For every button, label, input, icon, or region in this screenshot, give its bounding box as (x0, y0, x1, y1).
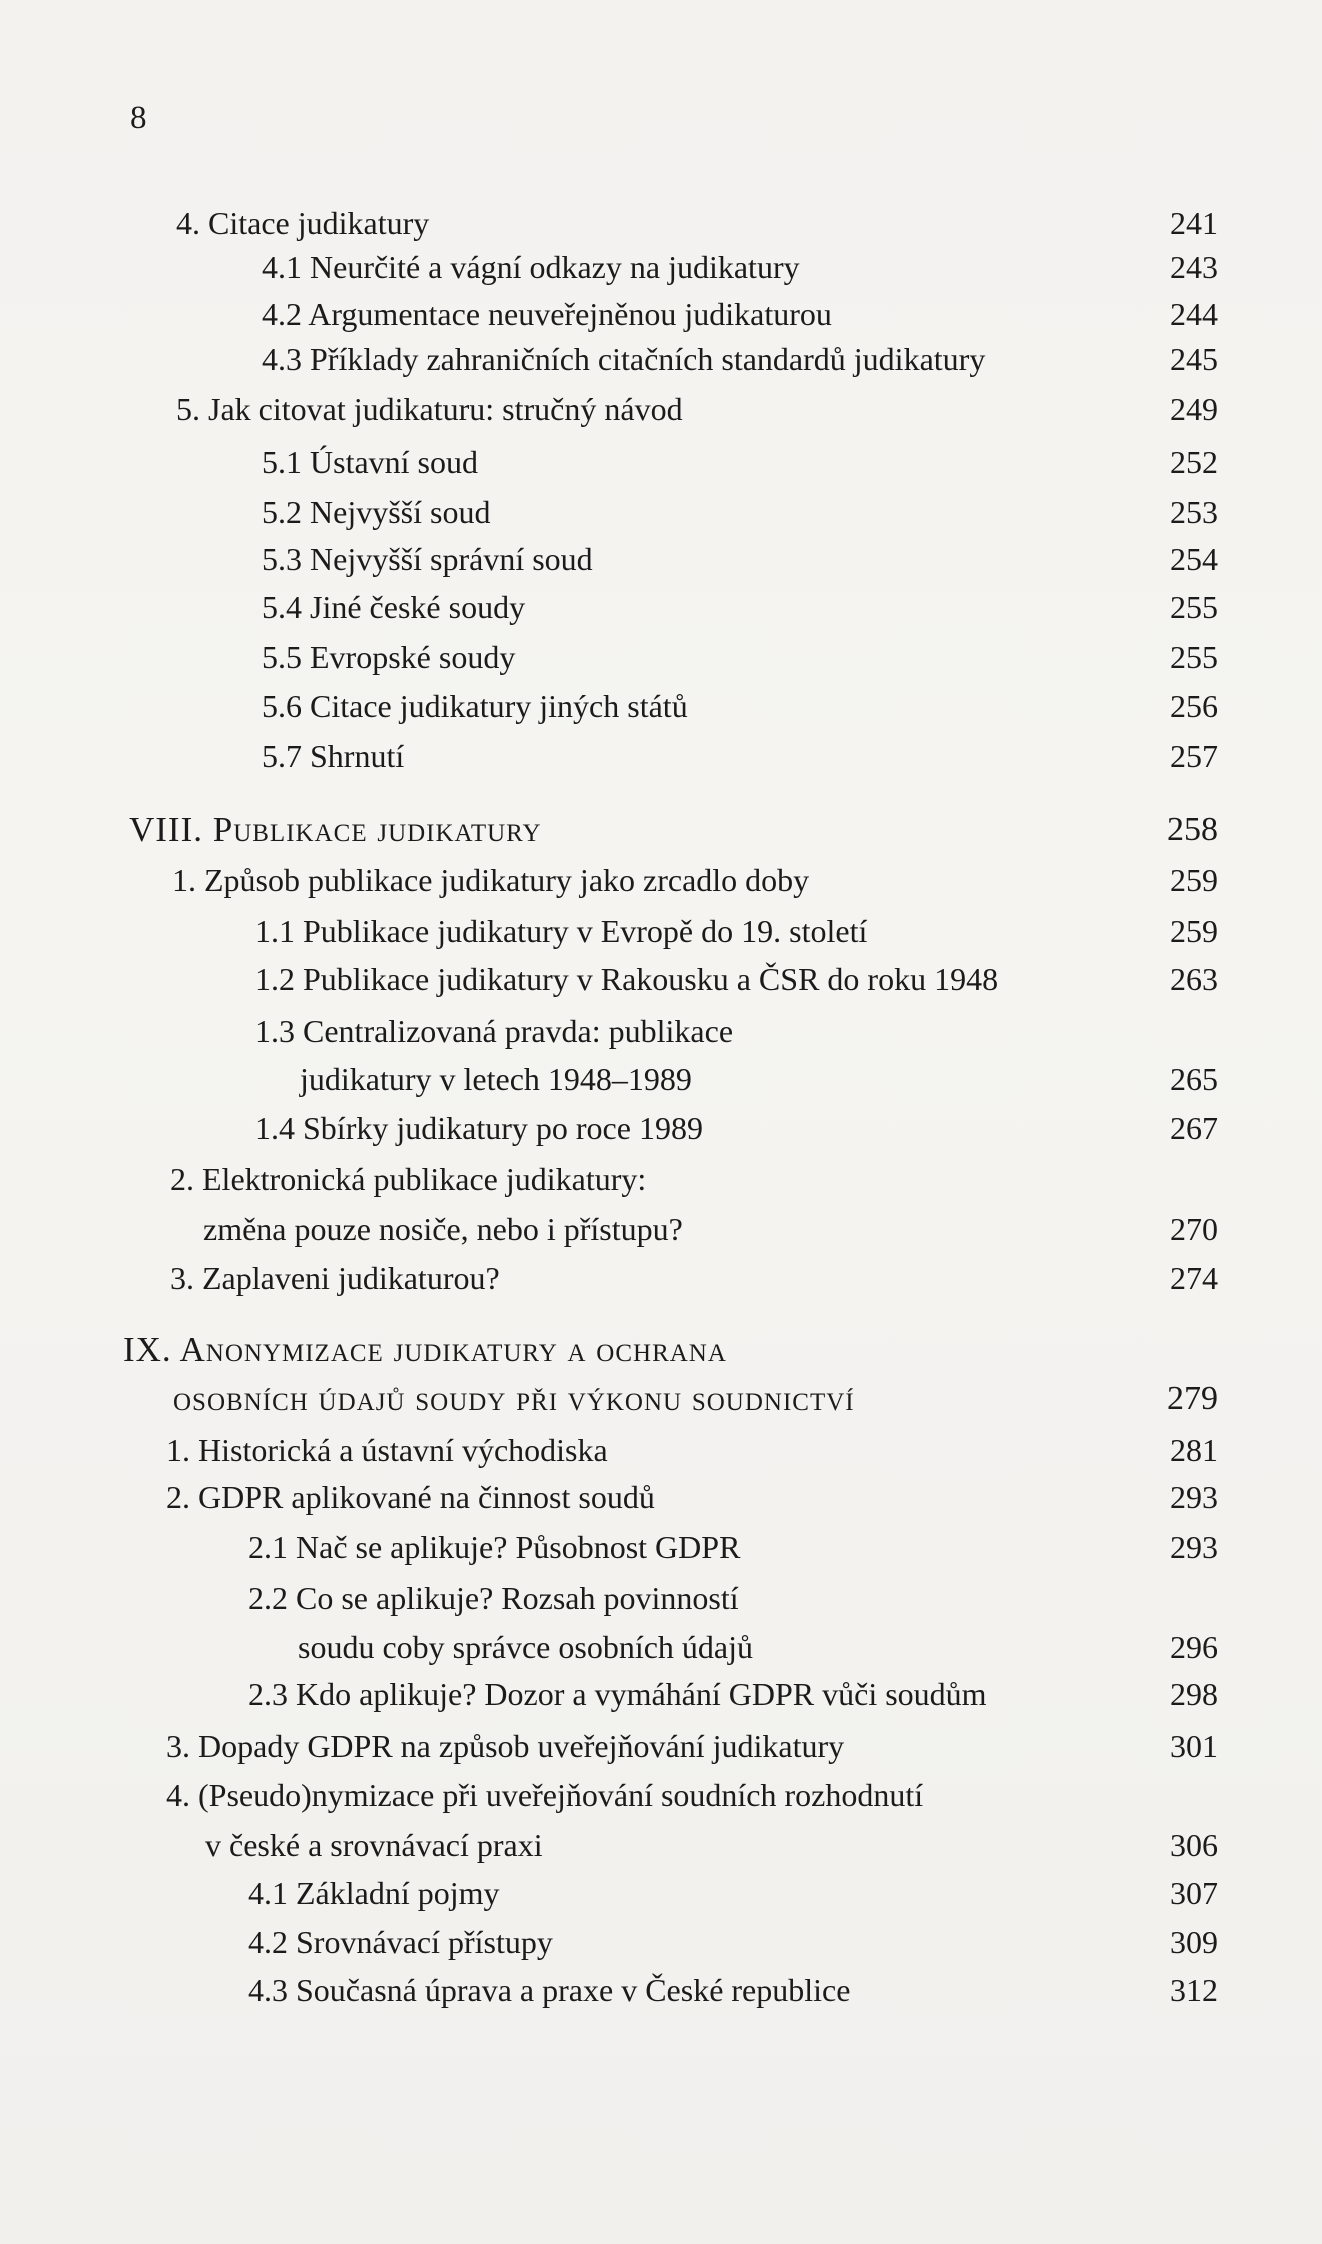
toc-entry-page: 307 (1170, 1875, 1218, 1911)
toc-entry-page: 301 (1170, 1728, 1218, 1764)
toc-entry-title: 3. Zaplaveni judikaturou? (170, 1260, 500, 1296)
toc-entry-title: 5.4 Jiné české soudy (262, 589, 526, 625)
toc-entry (0, 243, 1322, 291)
toc-entry-title: 3. Dopady GDPR na způsob uveřejňování judikatury (166, 1728, 845, 1764)
toc-entry (0, 1104, 1322, 1152)
toc-chapter-heading (0, 806, 1322, 854)
toc-entry-page: 309 (1170, 1924, 1218, 1960)
toc-entry-title: 2.1 Nač se aplikuje? Působnost GDPR (248, 1529, 741, 1565)
toc-entry-page: 241 (1170, 205, 1218, 241)
toc-entry-title: osobních údajů soudy při výkonu soudnictví (173, 1379, 855, 1418)
toc-entry (0, 1574, 1322, 1622)
toc-entry-page: 243 (1170, 249, 1218, 285)
toc-entry-title: 5.5 Evropské soudy (262, 639, 516, 675)
toc-chapter-heading (0, 1375, 1322, 1423)
toc-entry-title: 5.2 Nejvyšší soud (262, 494, 491, 530)
toc-entry (0, 1722, 1322, 1770)
toc-entry (0, 1007, 1322, 1055)
toc-entry-page: 252 (1170, 444, 1218, 480)
toc-entry-page: 312 (1170, 1972, 1218, 2008)
toc-entry-title: změna pouze nosiče, nebo i přístupu? (203, 1211, 683, 1247)
toc-entry (0, 1473, 1322, 1521)
toc-entry (0, 1155, 1322, 1203)
toc-entry-page: 255 (1170, 589, 1218, 625)
toc-entry (0, 385, 1322, 433)
toc-entry (0, 335, 1322, 383)
toc-entry (0, 856, 1322, 904)
toc-entry (0, 583, 1322, 631)
toc-chapter-heading (0, 1326, 1322, 1374)
toc-entry (0, 1523, 1322, 1571)
toc-entry (0, 732, 1322, 780)
toc-entry (0, 1966, 1322, 2014)
toc-entry (0, 290, 1322, 338)
toc-entry-title: 4.1 Základní pojmy (248, 1875, 500, 1911)
toc-entry-page: 255 (1170, 639, 1218, 675)
toc-entry-title: 4.3 Současná úprava a praxe v České republice (248, 1972, 851, 2008)
toc-entry (0, 907, 1322, 955)
toc-entry (0, 535, 1322, 583)
toc-entry-page: 245 (1170, 341, 1218, 377)
toc-entry-title: IX. Anonymizace judikatury a ochrana (123, 1330, 727, 1369)
toc-entry-title: 5.7 Shrnutí (262, 738, 405, 774)
toc-entry-page: 259 (1170, 862, 1218, 898)
toc-entry-title: 5.6 Citace judikatury jiných států (262, 688, 688, 724)
toc-entry-page: 254 (1170, 541, 1218, 577)
toc-entry-page: 265 (1170, 1061, 1218, 1097)
toc-entry-title: 5. Jak citovat judikaturu: stručný návod (176, 391, 683, 427)
toc-entry-title: 4. Citace judikatury (176, 205, 430, 241)
toc-entry (0, 1869, 1322, 1917)
toc-entry-title: soudu coby správce osobních údajů (298, 1629, 754, 1665)
toc-entry-title: 1. Způsob publikace judikatury jako zrcadlo doby (172, 862, 810, 898)
toc-entry (0, 682, 1322, 730)
toc-entry (0, 955, 1322, 1003)
toc-entry-title: 5.1 Ústavní soud (262, 444, 478, 480)
toc-entry-title: 1. Historická a ústavní východiska (166, 1432, 608, 1468)
toc-entry (0, 633, 1322, 681)
toc-entry (0, 1205, 1322, 1253)
toc-entry-page: 259 (1170, 913, 1218, 949)
toc-entry-page: 253 (1170, 494, 1218, 530)
toc-entry-page: 270 (1170, 1211, 1218, 1247)
toc-entry (0, 199, 1322, 247)
toc-entry-page: 256 (1170, 688, 1218, 724)
toc-entry (0, 1821, 1322, 1869)
toc-entry-title: 4.2 Srovnávací přístupy (248, 1924, 553, 1960)
toc-entry-page: 267 (1170, 1110, 1218, 1146)
toc-entry (0, 1055, 1322, 1103)
toc-entry-page: 293 (1170, 1479, 1218, 1515)
toc-entry-page: 258 (1167, 811, 1218, 848)
toc-entry-page: 274 (1170, 1260, 1218, 1296)
toc-entry-page: 244 (1170, 296, 1218, 332)
toc-entry-title: judikatury v letech 1948–1989 (300, 1061, 692, 1097)
toc-entry (0, 1670, 1322, 1718)
toc-entry (0, 1623, 1322, 1671)
toc-entry-title: 4.2 Argumentace neuveřejněnou judikaturou (262, 296, 832, 332)
toc-entry-title: 1.2 Publikace judikatury v Rakousku a ČSR do roku 1948 (255, 961, 999, 997)
toc-entry-title: 4. (Pseudo)nymizace při uveřejňování soudních rozhodnutí (166, 1777, 924, 1813)
toc-entry-title: VIII. Publikace judikatury (129, 810, 542, 849)
toc-entry-title: 2. GDPR aplikované na činnost soudů (166, 1479, 655, 1515)
toc-entry-page: 293 (1170, 1529, 1218, 1565)
toc-entry-page: 263 (1170, 961, 1218, 997)
toc-entry-title: 4.1 Neurčité a vágní odkazy na judikatury (262, 249, 800, 285)
toc-entry-page: 281 (1170, 1432, 1218, 1468)
toc-entry (0, 1426, 1322, 1474)
toc-entry-title: 1.4 Sbírky judikatury po roce 1989 (255, 1110, 703, 1146)
toc-entry (0, 1918, 1322, 1966)
toc-entry (0, 488, 1322, 536)
toc-entry-title: 1.1 Publikace judikatury v Evropě do 19. století (255, 913, 868, 949)
toc-entry (0, 1771, 1322, 1819)
toc-entry (0, 438, 1322, 486)
toc-entry-page: 249 (1170, 391, 1218, 427)
toc-entry-title: v české a srovnávací praxi (205, 1827, 543, 1863)
toc-entry-page: 306 (1170, 1827, 1218, 1863)
toc-entry (0, 1254, 1322, 1302)
toc-entry-title: 2.3 Kdo aplikuje? Dozor a vymáhání GDPR vůči soudům (248, 1676, 987, 1712)
toc-entry-page: 298 (1170, 1676, 1218, 1712)
toc-entry-page: 279 (1167, 1380, 1218, 1417)
toc-entry-title: 2. Elektronická publikace judikatury: (170, 1161, 647, 1197)
toc-entry-title: 1.3 Centralizovaná pravda: publikace (255, 1013, 734, 1049)
toc-entry-page: 296 (1170, 1629, 1218, 1665)
toc-entry-title: 2.2 Co se aplikuje? Rozsah povinností (248, 1580, 739, 1616)
page-number: 8 (130, 100, 147, 136)
toc-entry-title: 5.3 Nejvyšší správní soud (262, 541, 593, 577)
toc-entry-title: 4.3 Příklady zahraničních citačních standardů judikatury (262, 341, 986, 377)
toc-entry-page: 257 (1170, 738, 1218, 774)
